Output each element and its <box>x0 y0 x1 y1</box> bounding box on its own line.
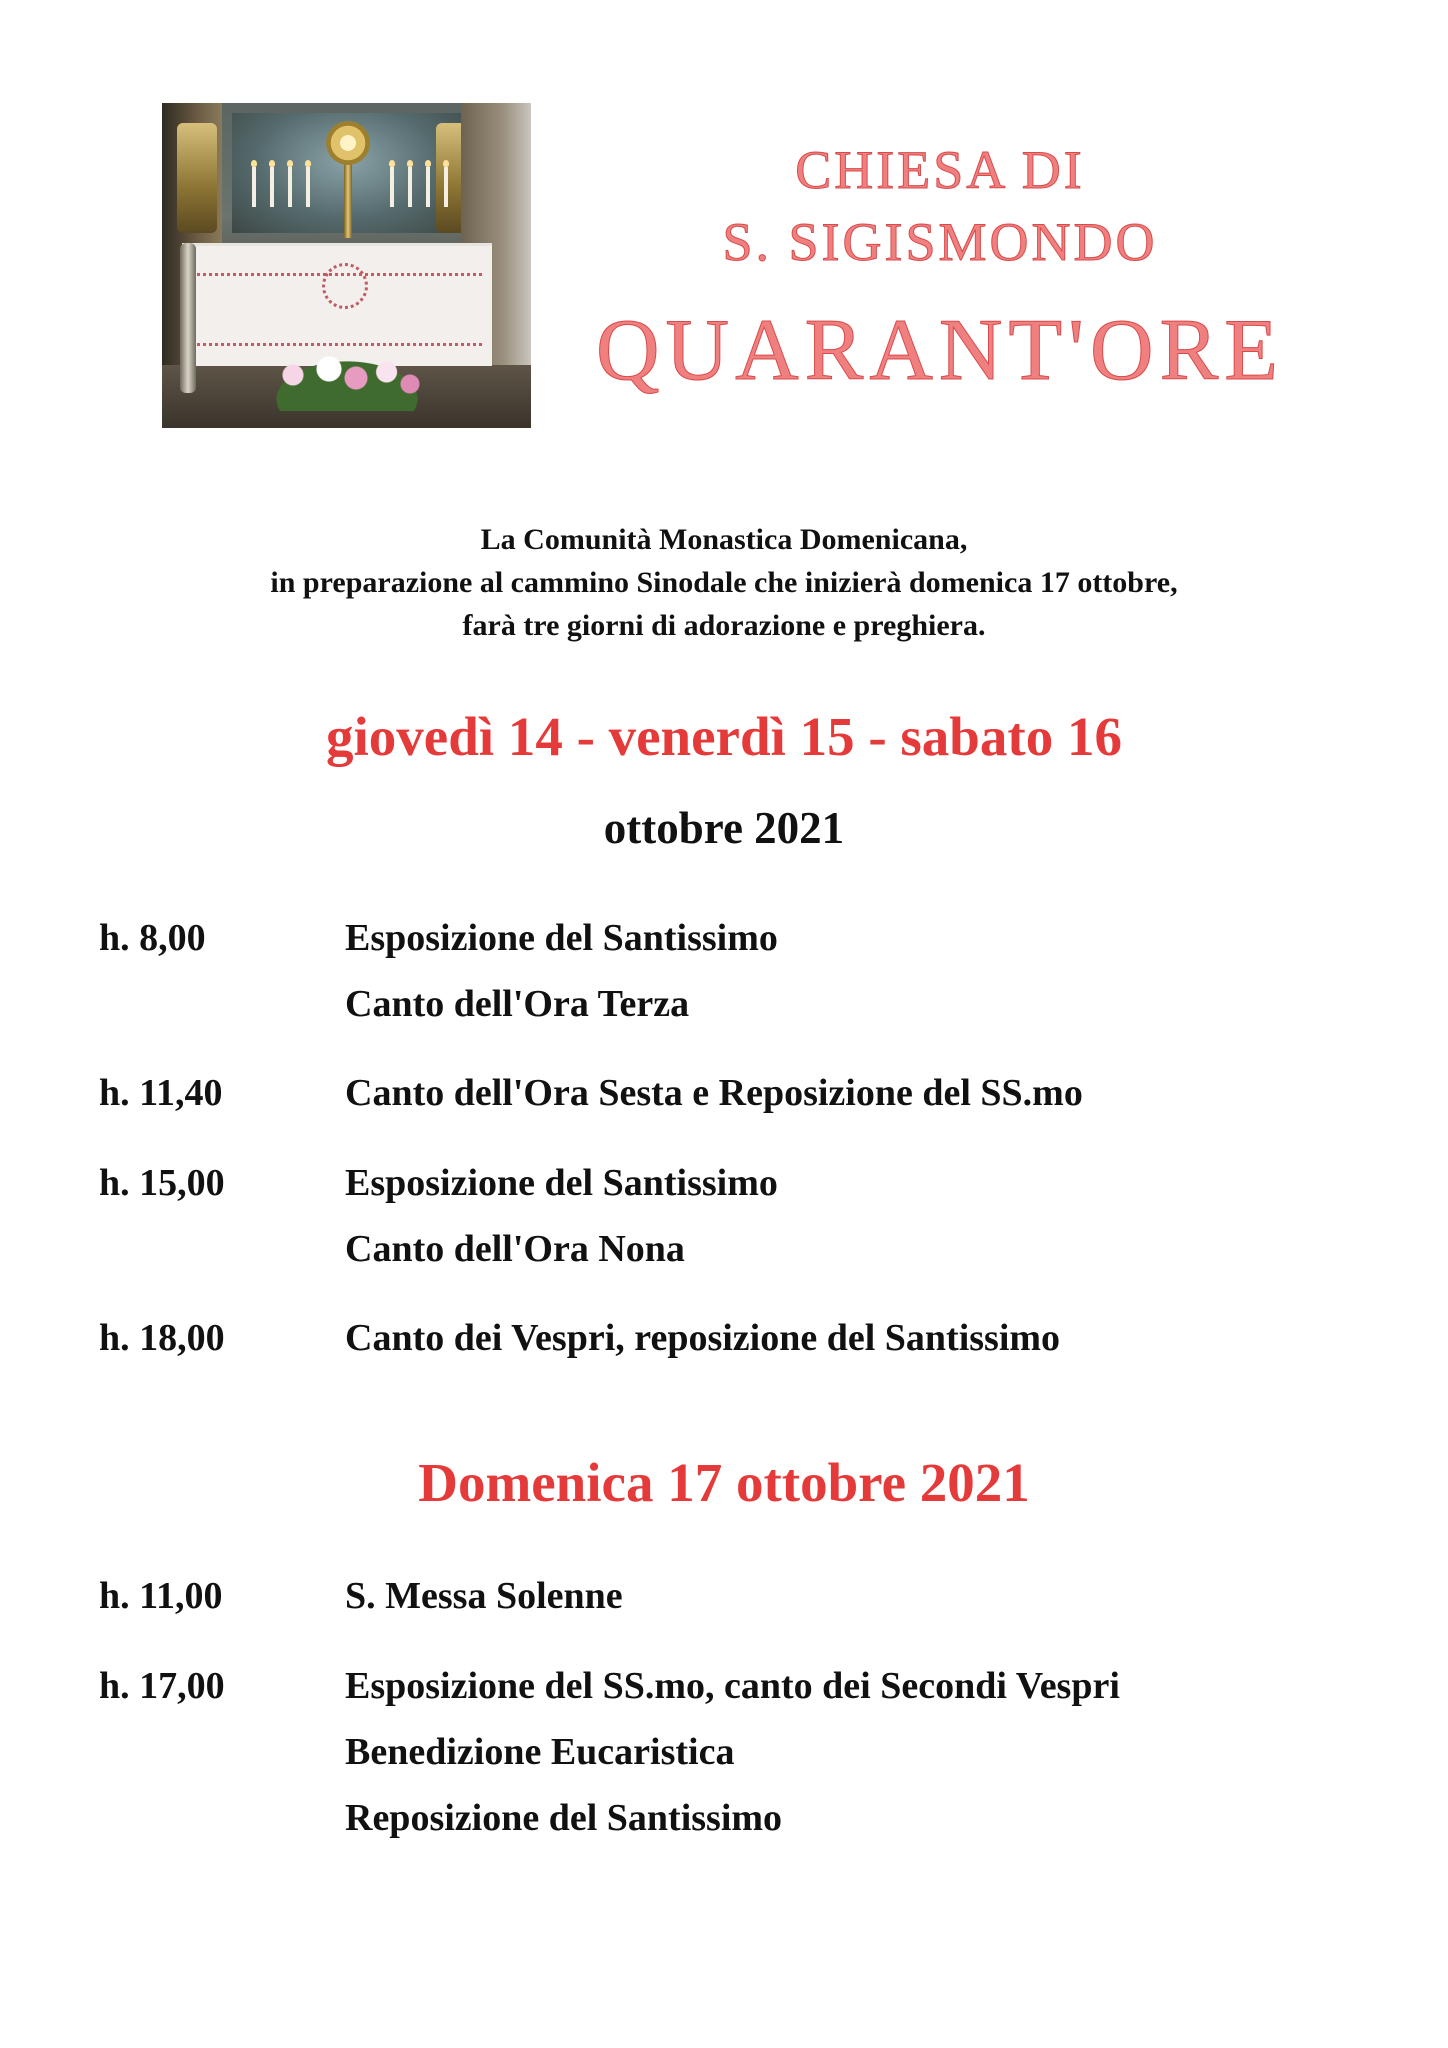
schedule-activity: Canto dell'Ora Terza <box>345 983 690 1025</box>
intro-line: La Comunità Monastica Domenicana, <box>480 523 968 556</box>
schedule-activity: Canto dell'Ora Sesta e Reposizione del SS.mo <box>345 1072 1083 1114</box>
schedule-activity: Esposizione del Santissimo <box>345 917 778 959</box>
intro-line: farà tre giorni di adorazione e preghiera. <box>462 609 986 642</box>
photo-gold-ornament-left <box>177 123 217 233</box>
schedule-activity: S. Messa Solenne <box>345 1575 623 1617</box>
church-name-line2: S. SIGISMONDO <box>722 212 1158 272</box>
photo-candle <box>252 167 256 207</box>
photo-candle <box>408 167 412 207</box>
schedule-activity: Benedizione Eucaristica <box>345 1731 735 1773</box>
church-name-line1: CHIESA DI <box>795 140 1085 200</box>
photo-candle <box>426 167 430 207</box>
altar-photo <box>162 103 531 428</box>
schedule-activity: Canto dei Vespri, reposizione del Santissimo <box>345 1317 1061 1359</box>
intro-paragraph <box>0 518 1448 647</box>
schedule-activity: Esposizione del SS.mo, canto dei Secondi Vespri <box>345 1665 1120 1707</box>
schedule-activities <box>345 1563 623 1629</box>
sunday-heading: Domenica 17 ottobre 2021 <box>418 1452 1030 1513</box>
photo-candle <box>270 167 274 207</box>
photo-candle <box>288 167 292 207</box>
weekdays-heading: giovedì 14 - venerdì 15 - sabato 16 <box>326 706 1122 767</box>
schedule-activities <box>345 905 778 1037</box>
schedule-activity: Esposizione del Santissimo <box>345 1162 778 1204</box>
photo-candlestick <box>180 243 196 393</box>
schedule-time: h. 11,00 <box>99 1575 223 1617</box>
schedule-time: h. 15,00 <box>99 1162 225 1204</box>
schedule-activities <box>345 1653 1120 1851</box>
photo-monstrance <box>326 121 370 165</box>
schedule-activity: Canto dell'Ora Nona <box>345 1228 685 1270</box>
schedule-activities <box>345 1060 1083 1126</box>
schedule-time: h. 11,40 <box>99 1072 223 1114</box>
schedule-activities <box>345 1150 778 1282</box>
schedule-time: h. 18,00 <box>99 1317 225 1359</box>
photo-lace-medallion <box>322 263 368 309</box>
event-title: QUARANT'ORE <box>595 302 1285 399</box>
schedule-activity: Reposizione del Santissimo <box>345 1797 783 1839</box>
schedule-time: h. 17,00 <box>99 1665 225 1707</box>
photo-candle <box>444 167 448 207</box>
photo-flowers <box>257 351 437 411</box>
schedule-time: h. 8,00 <box>99 917 206 959</box>
month-heading: ottobre 2021 <box>603 803 845 853</box>
intro-line: in preparazione al cammino Sinodale che inizierà domenica 17 ottobre, <box>270 566 1178 599</box>
photo-candle <box>306 167 310 207</box>
schedule-activities <box>345 1305 1060 1371</box>
photo-candle <box>390 167 394 207</box>
photo-monstrance-stem <box>344 163 352 238</box>
